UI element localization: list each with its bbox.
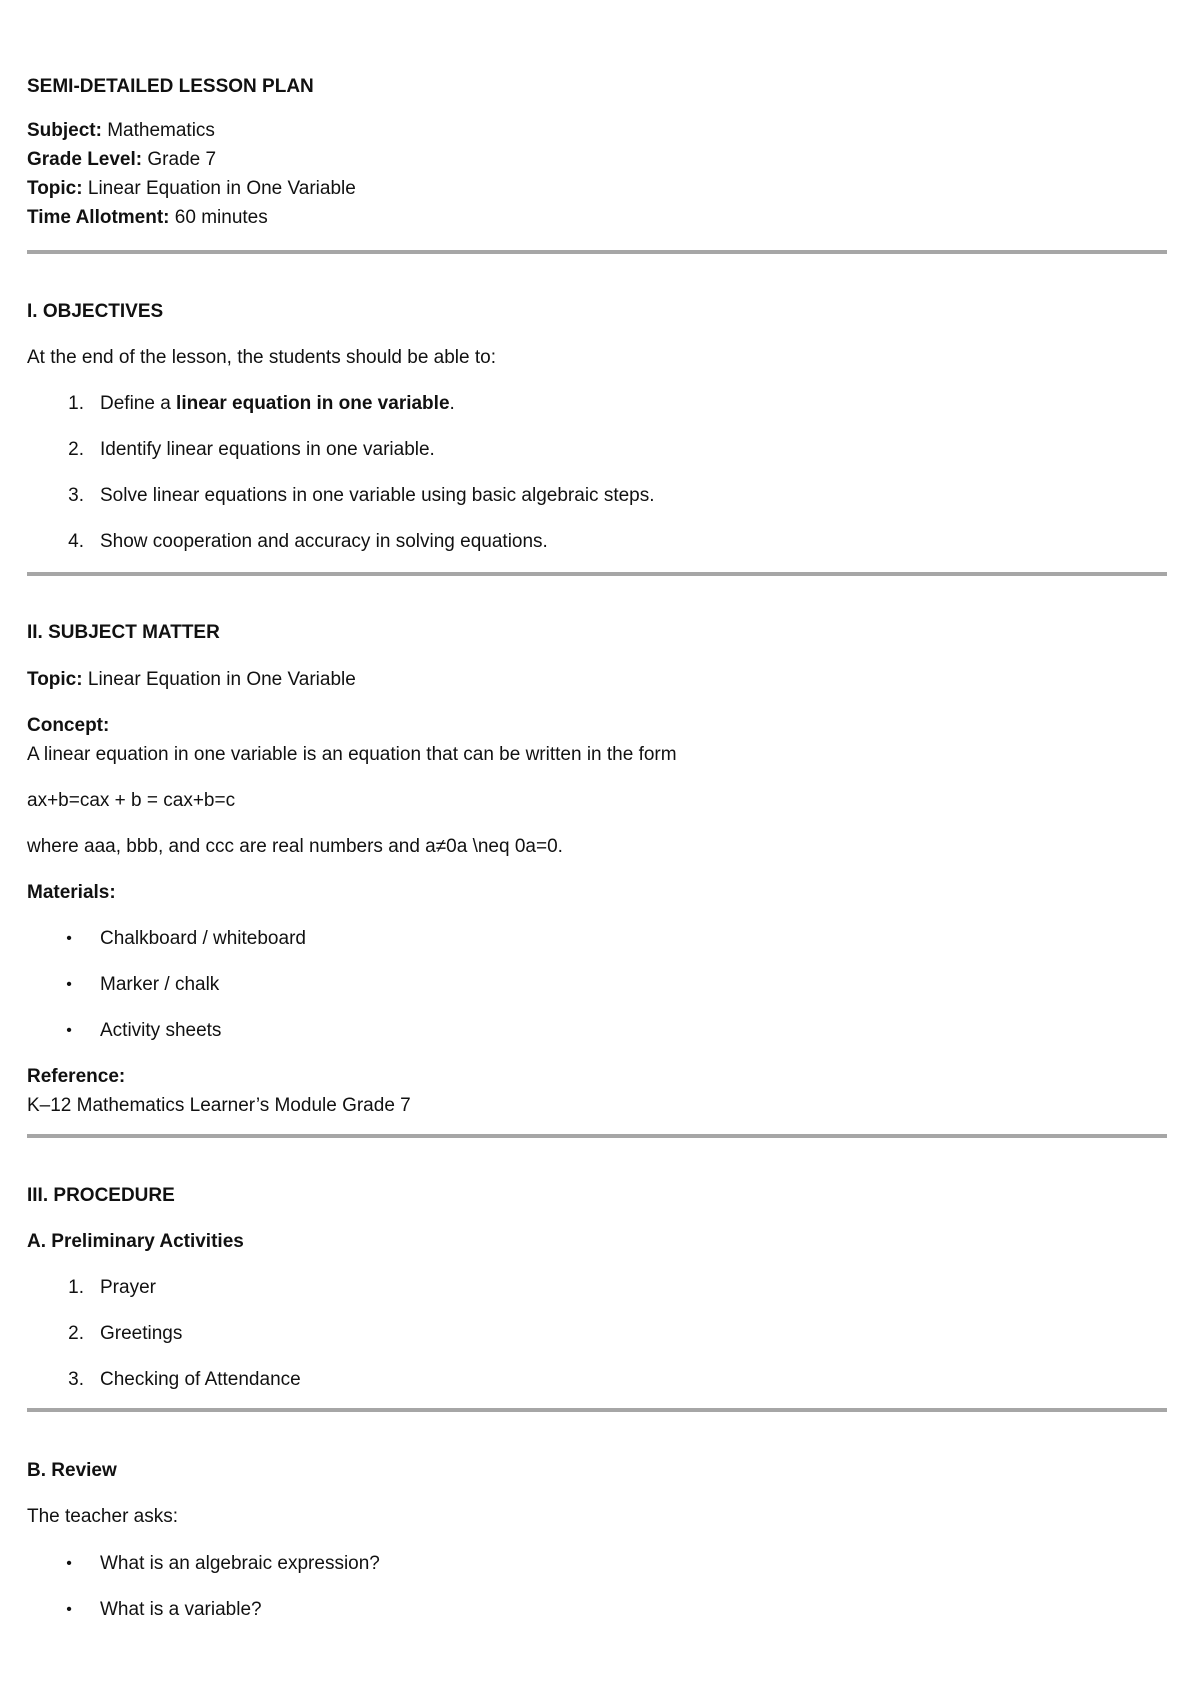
- activity-number: 3.: [68, 1369, 84, 1390]
- materials-label: Materials:: [27, 882, 116, 903]
- objective-text: Define a: [100, 393, 177, 414]
- concept-where-text: where aaa, bbb, and ccc are real numbers and a≠0a \neq 0a=0.: [27, 836, 563, 857]
- preliminary-heading: A. Preliminary Activities: [27, 1231, 244, 1252]
- bullet-icon: •: [66, 930, 72, 947]
- sm-topic-label: Topic:: [27, 669, 83, 690]
- objective-item: Solve linear equations in one variable using basic algebraic steps.: [100, 485, 655, 506]
- objective-number: 2.: [68, 439, 84, 460]
- topic-label: Topic:: [27, 178, 83, 199]
- activity-number: 1.: [68, 1277, 84, 1298]
- bullet-icon: •: [66, 1601, 72, 1618]
- topic-value: Linear Equation in One Variable: [87, 178, 356, 199]
- objective-number: 1.: [68, 393, 84, 414]
- divider: [27, 250, 1167, 254]
- sm-topic-line: [27, 669, 356, 691]
- review-intro: The teacher asks:: [27, 1506, 179, 1527]
- subject-matter-heading: II. SUBJECT MATTER: [27, 622, 220, 643]
- bullet-icon: •: [66, 1022, 72, 1039]
- time-line: [27, 207, 268, 229]
- sm-topic-value: Linear Equation in One Variable: [87, 669, 356, 690]
- concept-equation: ax+b=cax + b = cax+b=c: [27, 790, 236, 811]
- procedure-heading: III. PROCEDURE: [27, 1185, 175, 1206]
- grade-label: Grade Level:: [27, 149, 143, 170]
- objective-item: [100, 393, 455, 415]
- objectives-intro: At the end of the lesson, the students should be able to:: [27, 347, 496, 368]
- reference-label: Reference:: [27, 1066, 126, 1087]
- activity-item: Prayer: [100, 1277, 156, 1298]
- reference-text: K–12 Mathematics Learner’s Module Grade 7: [27, 1095, 411, 1116]
- divider: [27, 1408, 1167, 1412]
- grade-line: [27, 149, 216, 171]
- time-label: Time Allotment:: [27, 207, 170, 228]
- grade-value: Grade 7: [147, 149, 217, 170]
- divider: [27, 1134, 1167, 1138]
- objective-item: Identify linear equations in one variable.: [100, 439, 435, 460]
- concept-label: Concept:: [27, 715, 110, 736]
- objective-number: 4.: [68, 531, 84, 552]
- material-item: Activity sheets: [100, 1020, 222, 1041]
- subject-value: Mathematics: [107, 120, 215, 141]
- objective-number: 3.: [68, 485, 84, 506]
- objective-text-end: .: [449, 393, 455, 414]
- subject-line: [27, 120, 215, 142]
- activity-number: 2.: [68, 1323, 84, 1344]
- material-item: Chalkboard / whiteboard: [100, 928, 306, 949]
- subject-label: Subject:: [27, 120, 102, 141]
- bullet-icon: •: [66, 976, 72, 993]
- time-value: 60 minutes: [174, 207, 268, 228]
- review-heading: B. Review: [27, 1460, 117, 1481]
- bullet-icon: •: [66, 1555, 72, 1572]
- document-title: SEMI-DETAILED LESSON PLAN: [27, 76, 314, 97]
- objective-bold-term: linear equation in one variable: [176, 393, 450, 414]
- divider: [27, 572, 1167, 576]
- objective-item: Show cooperation and accuracy in solving equations.: [100, 531, 548, 552]
- topic-line: [27, 178, 356, 200]
- activity-item: Greetings: [100, 1323, 183, 1344]
- review-question: What is an algebraic expression?: [100, 1553, 380, 1574]
- review-question: What is a variable?: [100, 1599, 262, 1620]
- objectives-heading: I. OBJECTIVES: [27, 301, 164, 322]
- material-item: Marker / chalk: [100, 974, 220, 995]
- concept-text: A linear equation in one variable is an equation that can be written in the form: [27, 744, 677, 765]
- activity-item: Checking of Attendance: [100, 1369, 301, 1390]
